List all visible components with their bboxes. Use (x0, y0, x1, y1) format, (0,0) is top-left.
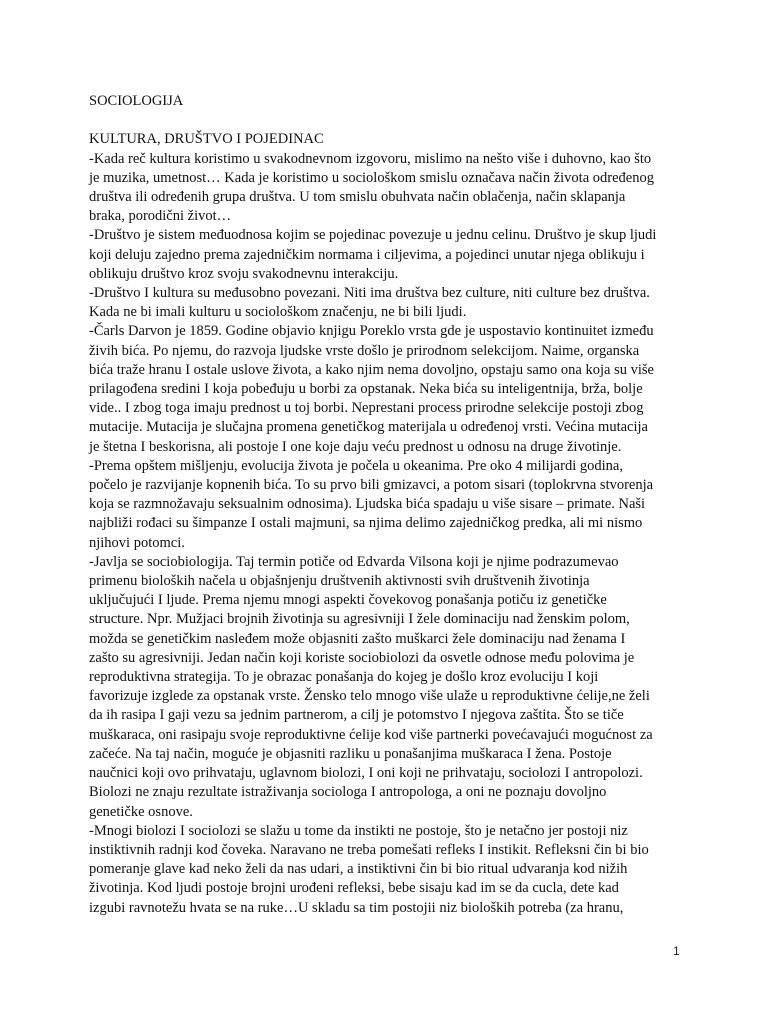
text-line: -Kada reč kultura koristimo u svakodnevnom izgovoru, mislimo na nešto više i duhovno, kao što (89, 150, 652, 167)
text-line: instiktivnih radnji kod čoveka. Naravano ne treba pomešati refleks I instikit. Refleksni čin bi bio (89, 841, 649, 858)
page-number: 1 (673, 944, 680, 958)
text-line: najbliži rođaci su šimpanze I ostali majmuni, sa njima delimo zajedničkog predka, ali mi nismo (89, 515, 643, 532)
text-line: -Društvo I kultura su međusobno povezani. Niti ima društva bez culture, niti culture bez društva. (89, 285, 650, 302)
document-title: SOCIOLOGIJA (89, 93, 184, 109)
text-line: Kada ne bi imali kulturu u sociološkom značenju, ne bi bili ljudi. (89, 304, 467, 321)
paragraph (89, 822, 689, 918)
text-line: zašto su agresivniji. Jedan način koji koriste sociobiolozi da osvetle odnose među polovima je (89, 649, 635, 666)
text-line: životinja. Kod ljudi postoje brojni urođeni refleksi, bebe sisaju kad im se da cucla, dete kad (89, 880, 619, 897)
text-line: naučnici koji ovo prihvataju, uglavnom biolozi, I oni koji ne prihvataju, sociolozi I antropolozi. (89, 765, 643, 782)
text-line: vide.. I zbog toga imaju prednost u toj borbi. Neprestani process prirodne selekcije postoji zbog (89, 400, 644, 417)
text-line: uključujući I ljude. Prema njemu mnogi aspekti čovekovog ponašanja potiču iz genetičke (89, 592, 607, 609)
text-line: genetičke osnove. (89, 803, 193, 820)
text-line: Biolozi ne znaju rezultate istraživanja sociologa I antropologa, a oni ne poznaju dovoljno (89, 784, 607, 801)
document-body (89, 92, 689, 918)
text-line: začeće. Na taj način, moguće je objasniti razliku u ponašanjima muškaraca I žena. Postoje (89, 745, 612, 762)
text-line: -Prema opštem mišljenju, evolucija života je počela u okeanima. Pre oko 4 milijardi godina, (89, 457, 623, 474)
text-line: mutacije. Mutacija je slučajna promena genetičkog materijala u određenoj vrsti. Većina mutacija (89, 419, 648, 436)
text-line: izgubi ravnotežu hvata se na ruke…U skladu sa tim postojii niz bioloških potreba (za hranu, (89, 899, 624, 916)
section-heading: KULTURA, DRUŠTVO I POJEDINAC (89, 131, 324, 148)
text-line: pomeranje glave kad neko želi da nas udari, a instiktivni čin bi bio ritual udvaranja kod nižih (89, 861, 628, 878)
text-line: koja se razmnožavaju seksualnim odnosima). Ljudska bića spadaju u više sisare – primate. Naši (89, 496, 646, 513)
text-line: društva ili određenih grupa društva. U tom smislu obuhvata način oblačenja, način sklapanja (89, 189, 626, 205)
paragraph-list (89, 150, 689, 918)
text-line: koji deluju zajedno prema zajedničkim normama i ciljevima, a pojedinci unutar njega oblikuju i (89, 246, 645, 263)
paragraph (89, 553, 689, 822)
text-line: bića traže hranu I ostale uslove života, a kako njim nema dovoljno, opstaju samo ona koja su više (89, 361, 654, 378)
paragraph (89, 322, 689, 456)
text-line: je štetna I beskorisna, ali postoje I one koje daju veću prednost u odnosu na druge životinje. (89, 438, 622, 455)
text-line: živih bića. Po njemu, do razvoja ljudske vrste došlo je prirodnom selekcijom. Naime, organska (89, 342, 640, 359)
text-line: structure. Npr. Mužjaci brojnih životinja su agresivniji I žele dominaciju nad ženskim polom, (89, 611, 630, 628)
text-line: prilagođena sredini I koja pobeđuju u borbi za opstanak. Neka bića su inteligentnija, brža, bolje (89, 381, 643, 398)
text-line: braka, porodični život… (89, 208, 232, 225)
text-line: muškaraca, oni rasipaju svoje reproduktivne ćelije kod više partnerki povećavajući mogućnost za (89, 726, 653, 743)
text-line: da ih rasipa I gaji vezu sa jednim partnerom, a cilj je potomstvo I njegova zaštita. Što se tiče (89, 707, 624, 724)
paragraph (89, 457, 689, 553)
text-line: -Javlja se sociobiologija. Taj termin potiče od Edvarda Vilsona koji je njime podrazumevao (89, 553, 619, 570)
text-line: -Čarls Darvon je 1859. Godine objavio knjigu Poreklo vrsta gde je uspostavio kontinuitet između (89, 323, 654, 340)
text-line: primenu bioloških načela u objašnjenju društvenih aktivnosti svih društvenih životinja (89, 573, 590, 590)
text-line: -Društvo je sistem međuodnosa kojim se pojedinac povezuje u jednu celinu. Društvo je skup ljudi (89, 227, 657, 244)
text-line: je muzika, umetnost… Kada je koristimo u sociološkom smislu označava način života određenog (89, 169, 654, 186)
text-line: -Mnogi biolozi I sociolozi se slažu u tome da instikti ne postoje, što je netačno jer postoji niz (89, 822, 628, 839)
text-line: oblikuju društvo kroz svoju svakodnevnu interakciju. (89, 265, 399, 282)
text-line: reproduktivna strategija. To je obrazac ponašanja do kojeg je došlo kroz evoluciju I koji (89, 669, 599, 686)
text-line: njihovi potomci. (89, 534, 185, 551)
text-line: favorizuje izglede za opstanak vrste. Žensko telo mnogo više ulaže u reproduktivne ćelije,ne želi (89, 688, 650, 705)
blank-line (89, 111, 689, 130)
text-line: možda se genetičkim nasleđem može objasniti zašto muškarci žele dominaciju nad ženama I (89, 630, 626, 647)
text-line: počelo je razvijanje kopnenih bića. To su prvo bili gmizavci, a potom sisari (toplokrvna stvorenja (89, 477, 654, 494)
paragraph (89, 226, 689, 284)
paragraph (89, 150, 689, 227)
paragraph (89, 284, 689, 322)
